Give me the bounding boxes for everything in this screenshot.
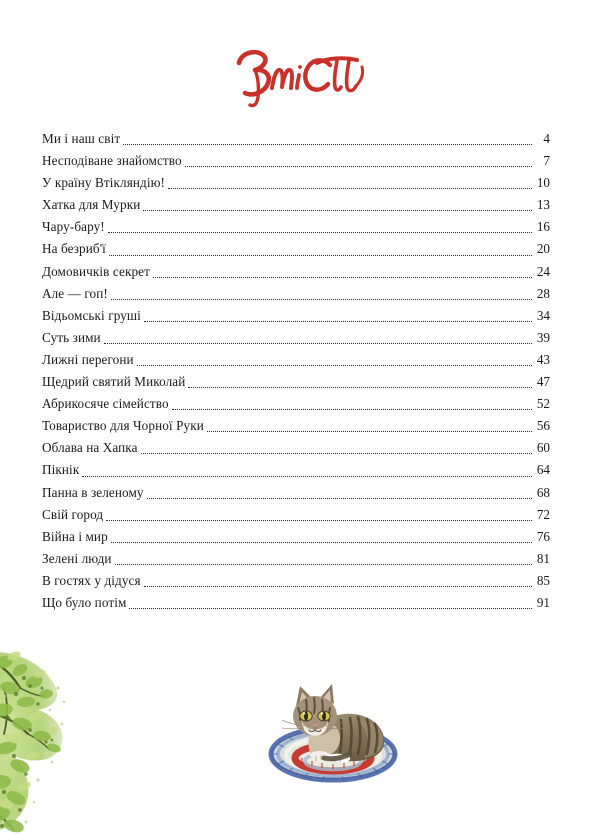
toc-dot-leader — [137, 349, 532, 371]
toc-dot-leader — [188, 371, 532, 393]
toc-entry-title: Товариство для Чорної Руки — [42, 418, 204, 434]
toc-entry-page: 16 — [536, 219, 550, 235]
toc-entry-page: 4 — [543, 131, 550, 146]
toc-entry-page: 10 — [536, 175, 550, 191]
toc-entry[interactable] — [42, 283, 550, 305]
toc-entry-page: 28 — [536, 285, 550, 301]
toc-entry[interactable] — [42, 482, 550, 504]
toc-entry-title: Абрикосяче сімейство — [42, 396, 169, 412]
toc-dot-leader — [172, 393, 532, 415]
toc-entry-title: Несподіване знайомство — [42, 153, 182, 169]
toc-entry-page: 39 — [536, 329, 550, 345]
toc-entry-title: Відьомські груші — [42, 307, 141, 323]
toc-entry[interactable] — [42, 216, 550, 238]
toc-entry-page: 56 — [536, 418, 550, 434]
toc-entry[interactable] — [42, 592, 550, 614]
cat-head — [282, 684, 348, 736]
cat-on-rug-illustration — [258, 666, 408, 784]
toc-entry[interactable] — [42, 393, 550, 415]
toc-entry-page: 52 — [536, 396, 550, 412]
toc-entry-page: 76 — [536, 528, 550, 544]
page-title — [0, 38, 600, 114]
crocheted-rug — [271, 727, 395, 781]
toc-entry-title: Хатка для Мурки — [42, 197, 141, 213]
toc-entry[interactable] — [42, 459, 550, 481]
toc-entry[interactable] — [42, 305, 550, 327]
toc-dot-leader — [129, 592, 532, 614]
toc-entry[interactable] — [42, 327, 550, 349]
toc-entry[interactable] — [42, 526, 550, 548]
toc-entry-page: 81 — [536, 550, 550, 566]
toc-entry-title: Облава на Хапка — [42, 440, 138, 456]
table-of-contents — [42, 128, 550, 614]
toc-entry-title: Лижні перегони — [42, 351, 134, 367]
toc-dot-leader — [185, 150, 532, 172]
toc-entry-page: 43 — [536, 351, 550, 367]
toc-dot-leader — [207, 415, 532, 437]
toc-dot-leader — [123, 128, 532, 150]
toc-entry-page: 20 — [536, 241, 550, 257]
tree-branch-illustration — [0, 644, 120, 834]
toc-entry[interactable] — [42, 415, 550, 437]
toc-entry-title: У країну Втікляндію! — [42, 175, 166, 191]
toc-entry-page: 85 — [536, 572, 550, 588]
toc-entry-title: Панна в зеленому — [42, 484, 144, 500]
toc-entry-title: На безриб'ї — [42, 241, 106, 257]
toc-dot-leader — [168, 172, 532, 194]
toc-dot-leader — [108, 216, 532, 238]
toc-dot-leader — [111, 526, 532, 548]
toc-entry-page: 72 — [536, 506, 550, 522]
toc-entry-title: Свій город — [42, 506, 104, 522]
toc-entry[interactable] — [42, 371, 550, 393]
toc-entry-page: 13 — [536, 197, 550, 213]
toc-dot-leader — [144, 570, 532, 592]
toc-dot-leader — [143, 194, 532, 216]
toc-entry-title: Війна і мир — [42, 528, 108, 544]
toc-entry[interactable] — [42, 504, 550, 526]
toc-entry-page: 68 — [536, 484, 550, 500]
toc-entry[interactable] — [42, 570, 550, 592]
toc-entry-title: Що було потім — [42, 594, 127, 610]
toc-entry[interactable] — [42, 238, 550, 260]
toc-dot-leader — [109, 238, 532, 260]
toc-dot-leader — [144, 305, 532, 327]
toc-entry-page: 47 — [536, 374, 550, 390]
toc-entry-title: В гостях у дідуся — [42, 572, 141, 588]
toc-dot-leader — [111, 283, 532, 305]
toc-entry-title: Домовичків секрет — [42, 263, 150, 279]
toc-entry-title: Ми і наш світ — [42, 131, 121, 146]
toc-dot-leader — [104, 327, 532, 349]
toc-entry-title: Суть зими — [42, 329, 101, 345]
toc-entry[interactable] — [42, 150, 550, 172]
toc-dot-leader — [106, 504, 532, 526]
toc-entry-page: 24 — [536, 263, 550, 279]
toc-entry[interactable] — [42, 194, 550, 216]
toc-entry-page: 60 — [536, 440, 550, 456]
toc-dot-leader — [141, 437, 532, 459]
toc-entry-title: Чару-бару! — [42, 219, 105, 235]
toc-entry[interactable] — [42, 349, 550, 371]
toc-entry-page: 64 — [536, 462, 550, 478]
toc-entry[interactable] — [42, 437, 550, 459]
toc-entry-title: Пікнік — [42, 462, 80, 478]
toc-entry-page: 7 — [543, 153, 550, 169]
toc-entry-title: Щедрий святий Миколай — [42, 374, 186, 390]
toc-entry[interactable] — [42, 548, 550, 570]
toc-entry[interactable] — [42, 128, 550, 150]
contents-title-script — [225, 41, 375, 111]
toc-dot-leader — [147, 482, 532, 504]
toc-entry-title: Зелені люди — [42, 550, 112, 566]
toc-entry[interactable] — [42, 261, 550, 283]
toc-entry-page: 34 — [536, 307, 550, 323]
toc-dot-leader — [153, 261, 532, 283]
toc-dot-leader — [115, 548, 532, 570]
toc-dot-leader — [82, 459, 532, 481]
toc-entry-page: 91 — [536, 594, 550, 610]
toc-entry-title: Але — гоп! — [42, 285, 108, 301]
toc-entry[interactable] — [42, 172, 550, 194]
cat — [282, 684, 384, 762]
